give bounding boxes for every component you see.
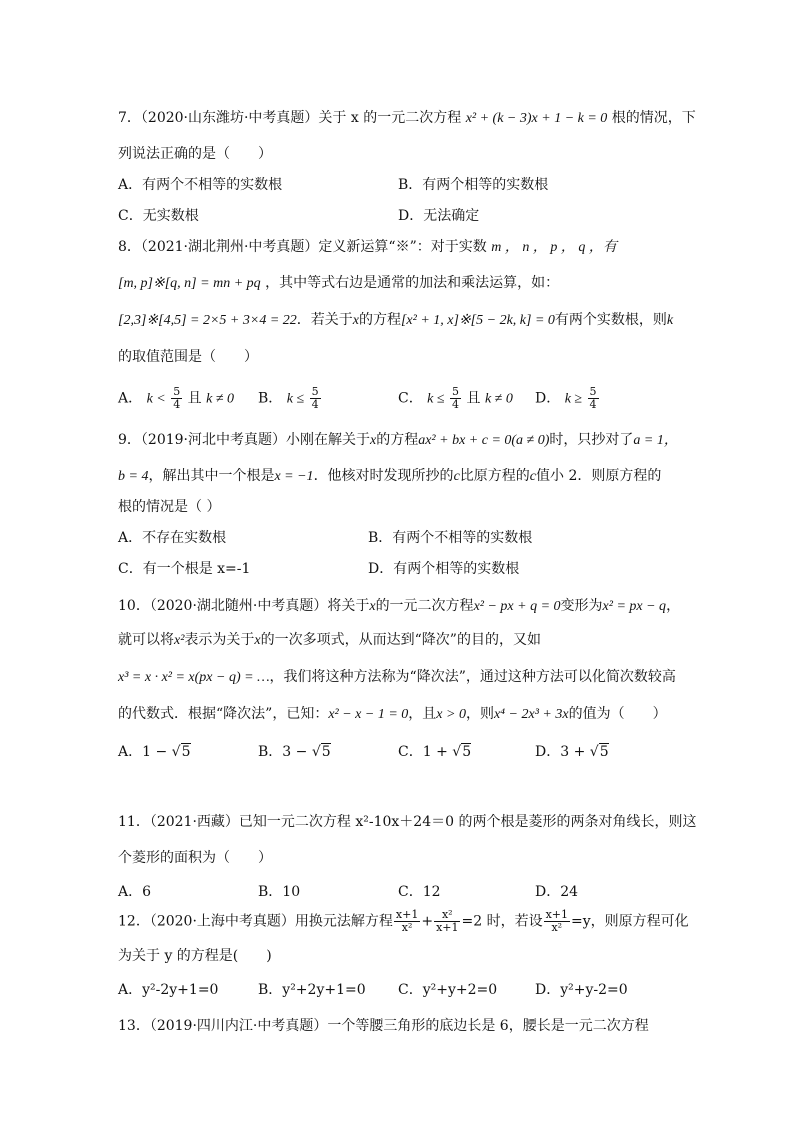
q9-option-a: A．不存在实数根 <box>118 530 227 546</box>
fraction: $\frac{5}{4}$ <box>311 385 319 411</box>
q8-option-d: D． k ≥ $\frac{5}{4}$ <box>535 385 597 411</box>
q13-line-1: 13．（2019·四川内江·中考真题）一个等腰三角形的底边长是 6，腰长是一元二次方程 <box>118 1018 649 1034</box>
q11-option-d: D．24 <box>535 884 579 900</box>
q7-line-2: 列说法正确的是（ ） <box>118 146 272 162</box>
sqrt-radicand: 5 <box>462 744 472 760</box>
sqrt-radicand: 5 <box>599 744 609 760</box>
q9-option-b: B．有两个不相等的实数根 <box>368 530 533 546</box>
q11-option-c: C．12 <box>398 884 441 900</box>
q12-option-b: B．y²+2y+1=0 <box>258 982 366 998</box>
q7-line-1: 7．（2020·山东潍坊·中考真题）关于 x 的一元二次方程 x² + (k − 3)x + 1 − k = 0 根的情况，下 <box>118 110 696 126</box>
q12-option-d: D．y²+y-2=0 <box>535 982 628 998</box>
q10-option-b: B．3 − √5 <box>258 744 331 760</box>
fraction: $\frac{x+1}{\text{x²}}$ <box>545 908 568 934</box>
q7-equation: x² + (k − 3)x + 1 − k = 0 <box>465 111 608 126</box>
q8-option-a: A． k < $\frac{5}{4}$ 且 k ≠ 0 <box>118 385 235 411</box>
q8-option-c: C． k ≤ $\frac{5}{4}$ 且 k ≠ 0 <box>398 385 513 411</box>
fraction: $\frac{x+1}{\text{x²}}$ <box>395 908 419 934</box>
q11-option-b: B．10 <box>258 884 301 900</box>
q11-option-a: A．6 <box>118 884 152 900</box>
q10-option-d: D．3 + √5 <box>535 744 609 760</box>
q9-line-2: b = 4，解出其中一个根是x = −1．他核对时发现所抄的c比原方程的c值小 2．则原方程的 <box>118 468 662 484</box>
q7-option-d: D．无法确定 <box>398 208 480 224</box>
q12-line-2: 为关于 y 的方程是( ) <box>118 948 272 964</box>
q11-line-2: 个菱形的面积为（ ） <box>118 850 272 866</box>
q10-line-1: 10．（2020·湖北随州·中考真题）将关于x的一元二次方程x² − px + q = 0变形为x² = px − q， <box>118 598 681 614</box>
fraction: $\frac{5}{4}$ <box>589 385 597 411</box>
q10-option-a: A．1 − √5 <box>118 744 191 760</box>
q10-line-3: x³ = x · x² = x(px − q) = …，我们将这种方法称为“降次法”，通过这种方法可以化简次数较高 <box>118 669 676 685</box>
fraction: $\frac{5}{4}$ <box>452 385 460 411</box>
q7-option-a: A．有两个不相等的实数根 <box>118 177 283 193</box>
q7-option-b: B．有两个相等的实数根 <box>398 177 549 193</box>
sqrt-radicand: 5 <box>321 744 331 760</box>
q8-option-b: B． k ≤ $\frac{5}{4}$ <box>258 385 319 411</box>
q8-line-3: [2,3]※[4,5] = 2×5 + 3×4 = 22．若关于x的方程[x² + 1, x]※[5 − 2k, k] = 0有两个实数根，则k <box>118 312 674 328</box>
q9-option-d: D．有两个相等的实数根 <box>368 561 520 577</box>
q12-line-1: 12．（2020·上海中考真题）用换元法解方程 $\frac{x+1}{\text{x²}}$ + $\frac{\text{x²}}{x+1}$ =2 时，若设 $\frac{x+1}{\text{x²}}$ =y，则原方程可化 <box>118 908 689 934</box>
sqrt-radicand: 5 <box>181 744 191 760</box>
q12-option-a: A．y²-2y+1=0 <box>118 982 219 998</box>
q8-line-4: 的取值范围是（ ） <box>118 349 258 365</box>
q8-line-1: 8．（2021·湖北荆州·中考真题）定义新运算“※”：对于实数 m ， n ， p ， q ，有 <box>118 239 617 255</box>
q12-option-c: C．y²+y+2=0 <box>398 982 498 998</box>
q9-line-1: 9．（2019·河北中考真题）小刚在解关于x的方程ax² + bx + c = 0(a ≠ 0)时，只抄对了a = 1， <box>118 432 678 448</box>
q9-option-c: C．有一个根是 x=-1 <box>118 561 251 577</box>
q9-line-3: 根的情况是（ ） <box>118 499 221 515</box>
q11-line-1: 11．（2021·西藏）已知一元二次方程 x²-10x＋24＝0 的两个根是菱形的两条对角线长，则这 <box>118 814 697 830</box>
fraction: $\frac{5}{4}$ <box>173 385 181 411</box>
q8-line-2: [m, p]※[q, n] = mn + pq ，其中等式右边是通常的加法和乘法运算，如： <box>118 275 560 291</box>
fraction: $\frac{\text{x²}}{x+1}$ <box>436 908 459 934</box>
q10-option-c: C．1 + √5 <box>398 744 472 760</box>
q10-line-2: 就可以将x²表示为关于x的一次多项式，从而达到“降次”的目的，又如 <box>118 632 541 648</box>
q7-option-c: C．无实数根 <box>118 208 199 224</box>
q10-line-4: 的代数式．根据“降次法”，已知：x² − x − 1 = 0，且x > 0，则x⁴ − 2x³ + 3x的值为（ ） <box>118 706 667 722</box>
